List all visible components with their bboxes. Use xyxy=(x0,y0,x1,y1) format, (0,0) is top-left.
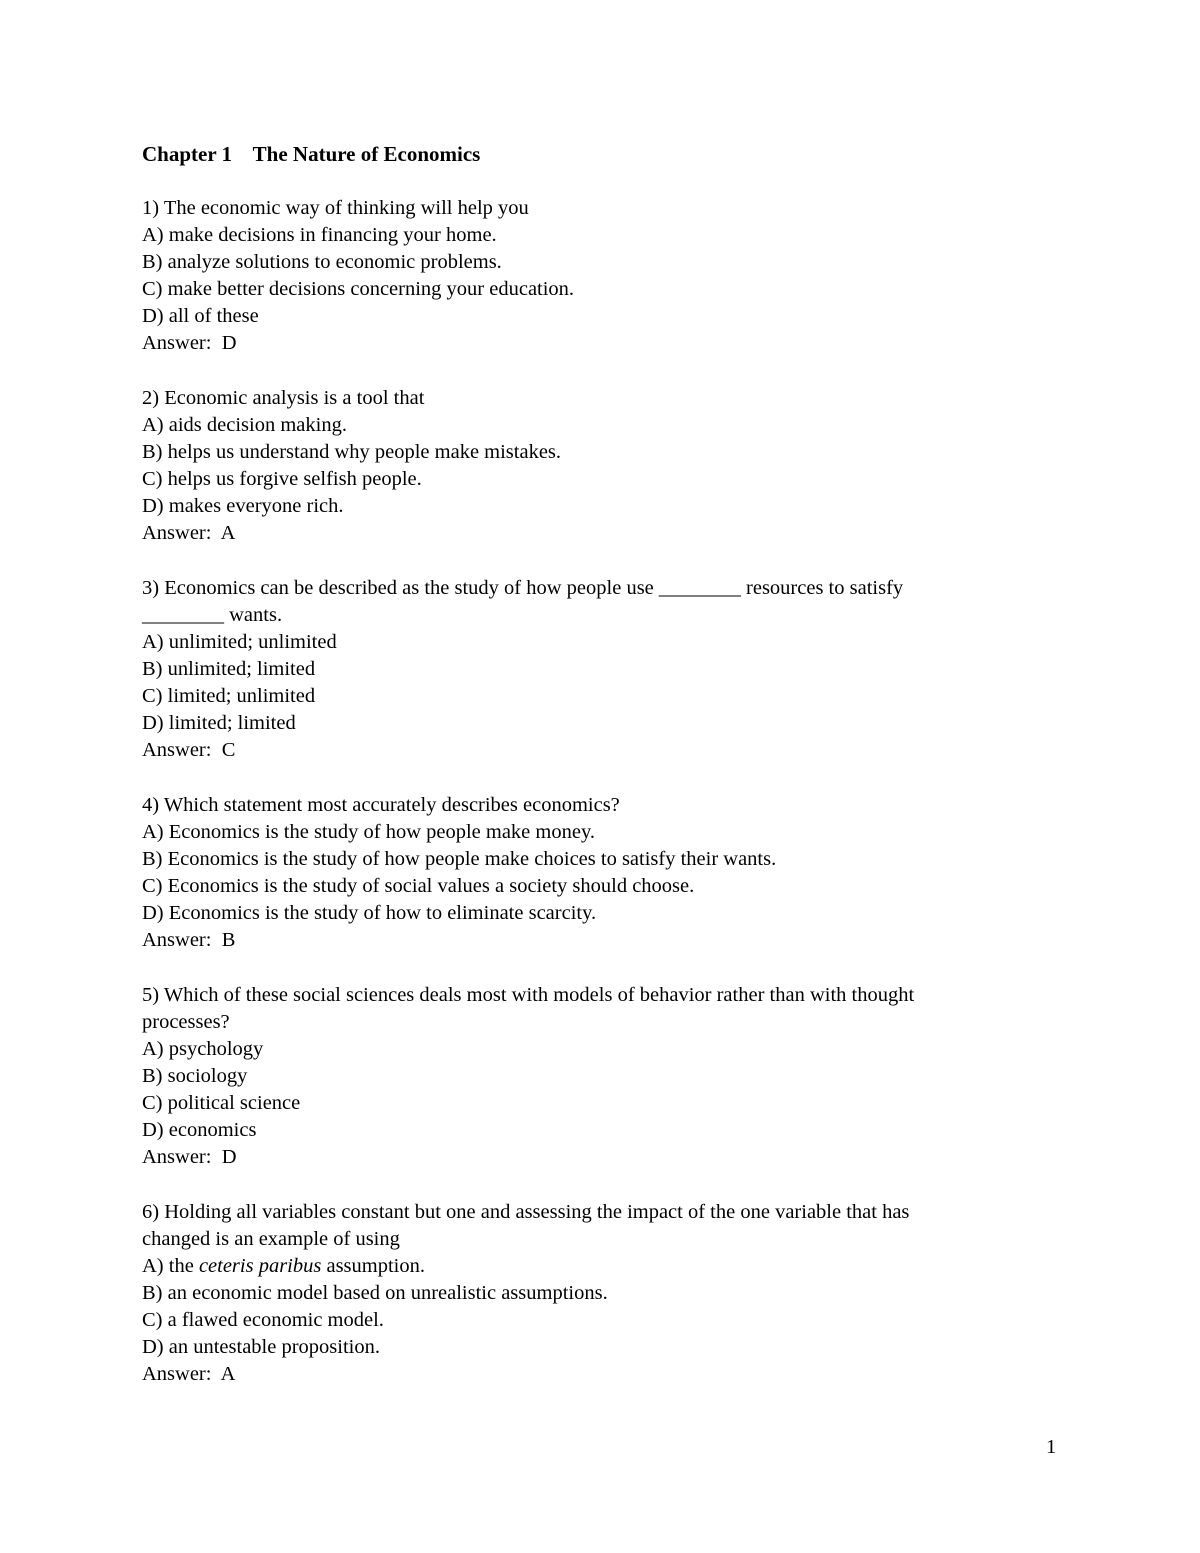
question-stem-continued: ________ wants. xyxy=(142,604,283,626)
question-stem: 2) Economic analysis is a tool that xyxy=(142,387,425,409)
option-b: B) an economic model based on unrealistic assumptions. xyxy=(142,1282,608,1304)
option-d: D) an untestable proposition. xyxy=(142,1336,380,1358)
answer: Answer: D xyxy=(142,1146,237,1168)
question-2 xyxy=(142,385,1062,547)
question-4 xyxy=(142,792,1062,954)
option-d: D) all of these xyxy=(142,305,259,327)
question-1 xyxy=(142,195,1062,357)
answer: Answer: C xyxy=(142,739,236,761)
question-stem-continued: changed is an example of using xyxy=(142,1228,400,1250)
question-stem-continued: processes? xyxy=(142,1011,230,1033)
option-d: D) Economics is the study of how to eliminate scarcity. xyxy=(142,902,597,924)
question-stem: 1) The economic way of thinking will help you xyxy=(142,197,529,219)
question-5 xyxy=(142,982,1062,1171)
option-d: D) economics xyxy=(142,1119,257,1141)
option-b: B) analyze solutions to economic problems. xyxy=(142,251,502,273)
option-c: C) helps us forgive selfish people. xyxy=(142,468,422,490)
option-d: D) limited; limited xyxy=(142,712,296,734)
page-content xyxy=(142,140,1062,1416)
option-a xyxy=(142,1253,1062,1280)
option-c: C) make better decisions concerning your education. xyxy=(142,278,575,300)
question-6 xyxy=(142,1199,1062,1388)
option-b: B) helps us understand why people make mistakes. xyxy=(142,441,562,463)
question-stem: 5) Which of these social sciences deals most with models of behavior rather than with thought xyxy=(142,984,915,1006)
question-stem: 6) Holding all variables constant but one and assessing the impact of the one variable that has xyxy=(142,1201,910,1223)
chapter-title: Chapter 1 The Nature of Economics xyxy=(142,142,481,166)
question-stem: 4) Which statement most accurately describes economics? xyxy=(142,794,620,816)
answer: Answer: B xyxy=(142,929,236,951)
option-a: A) aids decision making. xyxy=(142,414,347,436)
option-a-italic-term: ceteris paribus xyxy=(198,1255,322,1277)
option-a: A) Economics is the study of how people make money. xyxy=(142,821,595,843)
option-a-prefix: A) the xyxy=(142,1255,199,1277)
page-number: 1 xyxy=(1046,1436,1057,1458)
option-a: A) make decisions in financing your home. xyxy=(142,224,497,246)
option-c: C) limited; unlimited xyxy=(142,685,316,707)
question-3 xyxy=(142,575,1062,764)
option-c: C) Economics is the study of social values a society should choose. xyxy=(142,875,695,897)
option-a-suffix: assumption. xyxy=(321,1255,426,1277)
option-d: D) makes everyone rich. xyxy=(142,495,344,517)
answer: Answer: A xyxy=(142,522,236,544)
option-c: C) a flawed economic model. xyxy=(142,1309,384,1331)
option-c: C) political science xyxy=(142,1092,301,1114)
option-b: B) unlimited; limited xyxy=(142,658,316,680)
option-a: A) unlimited; unlimited xyxy=(142,631,337,653)
option-b: B) Economics is the study of how people make choices to satisfy their wants. xyxy=(142,848,777,870)
option-b: B) sociology xyxy=(142,1065,248,1087)
answer: Answer: A xyxy=(142,1363,236,1385)
answer: Answer: D xyxy=(142,332,237,354)
question-stem: 3) Economics can be described as the study of how people use ________ resources to satisfy xyxy=(142,577,904,599)
option-a: A) psychology xyxy=(142,1038,264,1060)
